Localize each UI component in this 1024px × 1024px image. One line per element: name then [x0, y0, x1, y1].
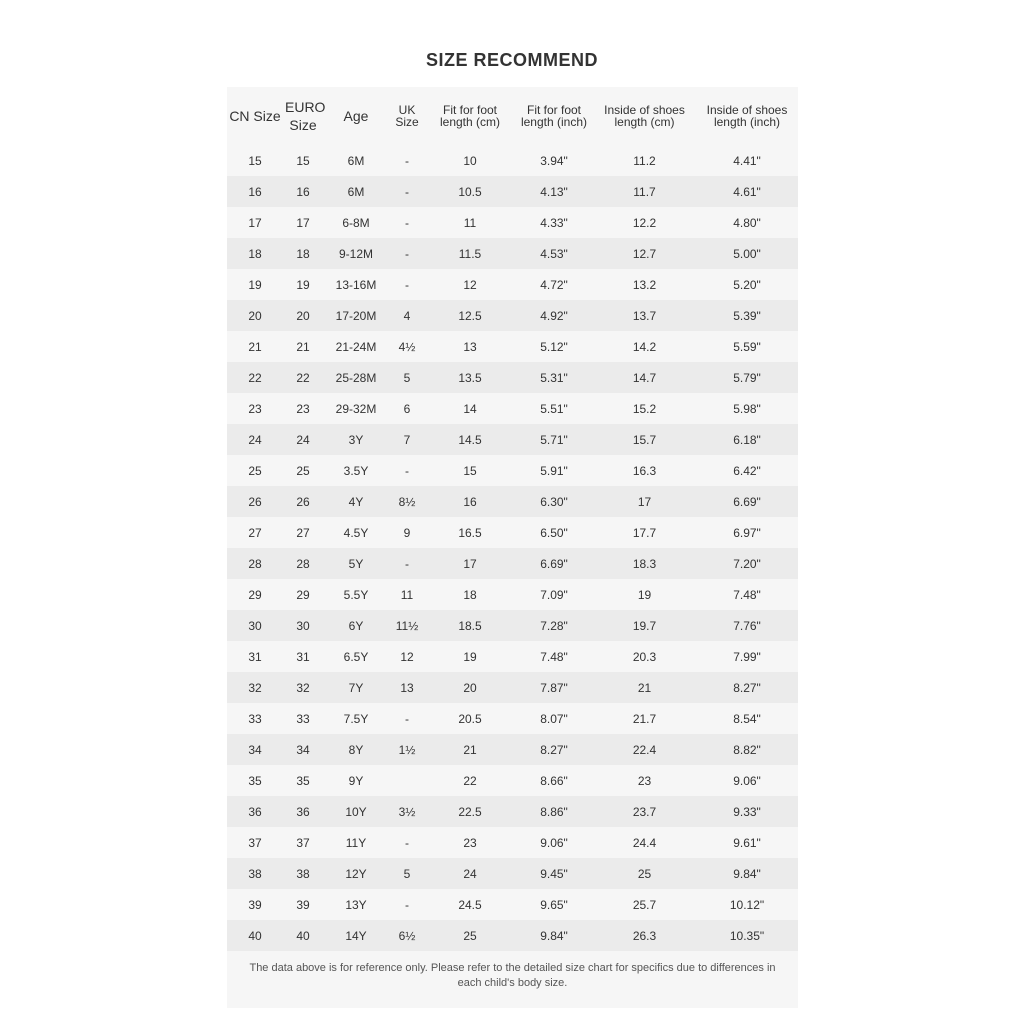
inside-length-inch-cell: 7.48": [696, 579, 798, 610]
cn-size-cell: 36: [227, 796, 283, 827]
inside-length-cm-cell: 14.7: [593, 362, 696, 393]
table-row: [227, 238, 798, 269]
euro-size-cell: 33: [283, 703, 323, 734]
inside-length-cm-cell: 17.7: [593, 517, 696, 548]
foot-length-inch-cell: 9.45": [515, 858, 593, 889]
uk-size-cell: 7: [389, 424, 425, 455]
table-row: [227, 548, 798, 579]
size-table-panel: [227, 87, 798, 1008]
age-cell: 21-24M: [323, 331, 389, 362]
reference-note: The data above is for reference only. Please refer to the detailed size chart for specifics due to differences in each child's body size.: [249, 962, 776, 989]
table-row: [227, 858, 798, 889]
uk-size-cell: 5: [389, 362, 425, 393]
foot-length-inch-cell: 7.87": [515, 672, 593, 703]
euro-size-cell: 24: [283, 424, 323, 455]
cn-size-cell: 39: [227, 889, 283, 920]
uk-size-cell: 13: [389, 672, 425, 703]
age-cell: 8Y: [323, 734, 389, 765]
foot-length-inch-cell: 7.09": [515, 579, 593, 610]
table-row: [227, 269, 798, 300]
age-cell: 3.5Y: [323, 455, 389, 486]
uk-size-cell: 4: [389, 300, 425, 331]
cn-size-cell: 37: [227, 827, 283, 858]
inside-length-inch-cell: 9.84": [696, 858, 798, 889]
cn-size-cell: 19: [227, 269, 283, 300]
inside-length-cm-cell: 22.4: [593, 734, 696, 765]
cn-size-cell: 17: [227, 207, 283, 238]
inside-length-inch-cell: 6.69": [696, 486, 798, 517]
inside-length-cm-cell: 26.3: [593, 920, 696, 951]
foot-length-inch-cell: 3.94": [515, 145, 593, 176]
foot-length-cm-cell: 12: [425, 269, 515, 300]
uk-size-cell: 3½: [389, 796, 425, 827]
table-row: [227, 796, 798, 827]
foot-length-inch-cell: 6.30": [515, 486, 593, 517]
foot-length-cm-cell: 16.5: [425, 517, 515, 548]
foot-length-inch-cell: 4.13": [515, 176, 593, 207]
inside-length-cm-cell: 15.2: [593, 393, 696, 424]
age-cell: 4.5Y: [323, 517, 389, 548]
page-title: SIZE RECOMMEND: [425, 50, 598, 70]
foot-length-inch-cell: 7.48": [515, 641, 593, 672]
table-row: [227, 641, 798, 672]
cn-size-cell: 29: [227, 579, 283, 610]
age-cell: 9-12M: [323, 238, 389, 269]
cn-size-cell: 40: [227, 920, 283, 951]
inside-length-inch-cell: 8.54": [696, 703, 798, 734]
inside-length-inch-cell: 10.35": [696, 920, 798, 951]
inside-length-inch-cell: 5.79": [696, 362, 798, 393]
euro-size-cell: 21: [283, 331, 323, 362]
inside-length-inch-cell: 5.20": [696, 269, 798, 300]
euro-size-cell: 15: [283, 145, 323, 176]
foot-length-cm-cell: 13.5: [425, 362, 515, 393]
euro-size-cell: 29: [283, 579, 323, 610]
inside-length-inch-cell: 6.18": [696, 424, 798, 455]
foot-length-inch-cell: 5.91": [515, 455, 593, 486]
table-row: [227, 331, 798, 362]
uk-size-cell: 8½: [389, 486, 425, 517]
foot-length-inch-cell: 5.12": [515, 331, 593, 362]
inside-length-cm-cell: 15.7: [593, 424, 696, 455]
table-row: [227, 920, 798, 951]
foot-length-cm-cell: 18.5: [425, 610, 515, 641]
foot-length-cm-cell: 17: [425, 548, 515, 579]
inside-length-inch-cell: 5.59": [696, 331, 798, 362]
foot-length-cm-cell: 23: [425, 827, 515, 858]
table-row: [227, 176, 798, 207]
uk-size-cell: -: [389, 207, 425, 238]
euro-size-cell: 28: [283, 548, 323, 579]
cn-size-cell: 33: [227, 703, 283, 734]
cn-size-cell: 28: [227, 548, 283, 579]
uk-size-cell: -: [389, 827, 425, 858]
size-table: [227, 87, 798, 951]
header-foot-length-inch: Fit for foot length (inch): [520, 103, 588, 129]
foot-length-cm-cell: 21: [425, 734, 515, 765]
inside-length-cm-cell: 20.3: [593, 641, 696, 672]
table-row: [227, 827, 798, 858]
inside-length-cm-cell: 24.4: [593, 827, 696, 858]
euro-size-cell: 18: [283, 238, 323, 269]
cn-size-cell: 27: [227, 517, 283, 548]
table-row: [227, 703, 798, 734]
inside-length-inch-cell: 5.00": [696, 238, 798, 269]
age-cell: 29-32M: [323, 393, 389, 424]
age-cell: 13-16M: [323, 269, 389, 300]
table-row: [227, 300, 798, 331]
cn-size-cell: 30: [227, 610, 283, 641]
euro-size-cell: 16: [283, 176, 323, 207]
age-cell: 25-28M: [323, 362, 389, 393]
table-row: [227, 672, 798, 703]
foot-length-cm-cell: 18: [425, 579, 515, 610]
table-row: [227, 145, 798, 176]
euro-size-cell: 27: [283, 517, 323, 548]
foot-length-inch-cell: 5.71": [515, 424, 593, 455]
cn-size-cell: 15: [227, 145, 283, 176]
euro-size-cell: 25: [283, 455, 323, 486]
inside-length-inch-cell: 5.98": [696, 393, 798, 424]
uk-size-cell: -: [389, 455, 425, 486]
inside-length-cm-cell: 25.7: [593, 889, 696, 920]
euro-size-cell: 26: [283, 486, 323, 517]
inside-length-cm-cell: 12.7: [593, 238, 696, 269]
euro-size-cell: 35: [283, 765, 323, 796]
inside-length-cm-cell: 13.7: [593, 300, 696, 331]
foot-length-cm-cell: 14.5: [425, 424, 515, 455]
euro-size-cell: 40: [283, 920, 323, 951]
inside-length-cm-cell: 13.2: [593, 269, 696, 300]
cn-size-cell: 32: [227, 672, 283, 703]
table-row: [227, 207, 798, 238]
cn-size-cell: 23: [227, 393, 283, 424]
uk-size-cell: 6½: [389, 920, 425, 951]
inside-length-inch-cell: 6.42": [696, 455, 798, 486]
cn-size-cell: 18: [227, 238, 283, 269]
inside-length-cm-cell: 19.7: [593, 610, 696, 641]
euro-size-cell: 22: [283, 362, 323, 393]
uk-size-cell: -: [389, 238, 425, 269]
inside-length-cm-cell: 12.2: [593, 207, 696, 238]
foot-length-cm-cell: 10: [425, 145, 515, 176]
foot-length-cm-cell: 15: [425, 455, 515, 486]
table-row: [227, 362, 798, 393]
age-cell: 9Y: [323, 765, 389, 796]
uk-size-cell: 4½: [389, 331, 425, 362]
age-cell: 13Y: [323, 889, 389, 920]
cn-size-cell: 31: [227, 641, 283, 672]
foot-length-cm-cell: 22: [425, 765, 515, 796]
age-cell: 10Y: [323, 796, 389, 827]
euro-size-cell: 17: [283, 207, 323, 238]
age-cell: 6M: [323, 176, 389, 207]
foot-length-cm-cell: 19: [425, 641, 515, 672]
table-row: [227, 517, 798, 548]
uk-size-cell: 1½: [389, 734, 425, 765]
table-row: [227, 889, 798, 920]
age-cell: 6.5Y: [323, 641, 389, 672]
foot-length-inch-cell: 9.65": [515, 889, 593, 920]
inside-length-inch-cell: 4.61": [696, 176, 798, 207]
inside-length-cm-cell: 23.7: [593, 796, 696, 827]
foot-length-inch-cell: 8.86": [515, 796, 593, 827]
table-row: [227, 455, 798, 486]
inside-length-inch-cell: 5.39": [696, 300, 798, 331]
uk-size-cell: -: [389, 269, 425, 300]
foot-length-inch-cell: 5.51": [515, 393, 593, 424]
foot-length-inch-cell: 6.50": [515, 517, 593, 548]
foot-length-cm-cell: 11: [425, 207, 515, 238]
inside-length-inch-cell: 8.27": [696, 672, 798, 703]
uk-size-cell: 11: [389, 579, 425, 610]
foot-length-inch-cell: 4.72": [515, 269, 593, 300]
table-row: [227, 393, 798, 424]
euro-size-cell: 38: [283, 858, 323, 889]
euro-size-cell: 30: [283, 610, 323, 641]
inside-length-inch-cell: 9.06": [696, 765, 798, 796]
age-cell: 4Y: [323, 486, 389, 517]
foot-length-cm-cell: 24: [425, 858, 515, 889]
inside-length-inch-cell: 4.80": [696, 207, 798, 238]
table-row: [227, 486, 798, 517]
foot-length-cm-cell: 20: [425, 672, 515, 703]
foot-length-cm-cell: 22.5: [425, 796, 515, 827]
cn-size-cell: 20: [227, 300, 283, 331]
table-row: [227, 424, 798, 455]
foot-length-cm-cell: 14: [425, 393, 515, 424]
foot-length-inch-cell: 8.07": [515, 703, 593, 734]
inside-length-inch-cell: 6.97": [696, 517, 798, 548]
inside-length-inch-cell: 9.33": [696, 796, 798, 827]
inside-length-inch-cell: 9.61": [696, 827, 798, 858]
foot-length-cm-cell: 16: [425, 486, 515, 517]
age-cell: 6Y: [323, 610, 389, 641]
age-cell: 7.5Y: [323, 703, 389, 734]
table-body: [227, 145, 798, 951]
cn-size-cell: 38: [227, 858, 283, 889]
euro-size-cell: 31: [283, 641, 323, 672]
cn-size-cell: 34: [227, 734, 283, 765]
age-cell: 12Y: [323, 858, 389, 889]
inside-length-inch-cell: 7.99": [696, 641, 798, 672]
foot-length-inch-cell: 8.66": [515, 765, 593, 796]
table-row: [227, 610, 798, 641]
inside-length-cm-cell: 23: [593, 765, 696, 796]
age-cell: 11Y: [323, 827, 389, 858]
uk-size-cell: -: [389, 176, 425, 207]
foot-length-inch-cell: 4.53": [515, 238, 593, 269]
cn-size-cell: 24: [227, 424, 283, 455]
foot-length-inch-cell: 4.33": [515, 207, 593, 238]
table-row: [227, 579, 798, 610]
inside-length-cm-cell: 18.3: [593, 548, 696, 579]
foot-length-inch-cell: 8.27": [515, 734, 593, 765]
table-row: [227, 734, 798, 765]
foot-length-cm-cell: 10.5: [425, 176, 515, 207]
foot-length-cm-cell: 12.5: [425, 300, 515, 331]
header-euro-size: EURO Size: [285, 99, 326, 133]
cn-size-cell: 35: [227, 765, 283, 796]
uk-size-cell: 9: [389, 517, 425, 548]
header-age: Age: [343, 108, 369, 124]
inside-length-cm-cell: 11.7: [593, 176, 696, 207]
header-inside-length-cm: Inside of shoes length (cm): [604, 103, 685, 129]
age-cell: 3Y: [323, 424, 389, 455]
age-cell: 14Y: [323, 920, 389, 951]
cn-size-cell: 26: [227, 486, 283, 517]
uk-size-cell: 6: [389, 393, 425, 424]
age-cell: 5.5Y: [323, 579, 389, 610]
header-uk-size: UK Size: [395, 103, 419, 129]
cn-size-cell: 22: [227, 362, 283, 393]
age-cell: 7Y: [323, 672, 389, 703]
foot-length-inch-cell: 6.69": [515, 548, 593, 579]
foot-length-cm-cell: 13: [425, 331, 515, 362]
inside-length-inch-cell: 10.12": [696, 889, 798, 920]
euro-size-cell: 20: [283, 300, 323, 331]
inside-length-cm-cell: 16.3: [593, 455, 696, 486]
uk-size-cell: 12: [389, 641, 425, 672]
header-inside-length-inch: Inside of shoes length (inch): [706, 103, 788, 129]
cn-size-cell: 16: [227, 176, 283, 207]
foot-length-inch-cell: 9.84": [515, 920, 593, 951]
foot-length-cm-cell: 20.5: [425, 703, 515, 734]
uk-size-cell: -: [389, 889, 425, 920]
euro-size-cell: 36: [283, 796, 323, 827]
inside-length-cm-cell: 19: [593, 579, 696, 610]
uk-size-cell: -: [389, 145, 425, 176]
inside-length-cm-cell: 14.2: [593, 331, 696, 362]
foot-length-inch-cell: 7.28": [515, 610, 593, 641]
euro-size-cell: 32: [283, 672, 323, 703]
uk-size-cell: [389, 765, 425, 796]
header-cn-size: CN Size: [229, 108, 281, 124]
foot-length-cm-cell: 24.5: [425, 889, 515, 920]
foot-length-cm-cell: 11.5: [425, 238, 515, 269]
uk-size-cell: 11½: [389, 610, 425, 641]
cn-size-cell: 25: [227, 455, 283, 486]
foot-length-cm-cell: 25: [425, 920, 515, 951]
euro-size-cell: 39: [283, 889, 323, 920]
euro-size-cell: 23: [283, 393, 323, 424]
age-cell: 6M: [323, 145, 389, 176]
cn-size-cell: 21: [227, 331, 283, 362]
uk-size-cell: 5: [389, 858, 425, 889]
inside-length-cm-cell: 21.7: [593, 703, 696, 734]
euro-size-cell: 34: [283, 734, 323, 765]
inside-length-cm-cell: 11.2: [593, 145, 696, 176]
age-cell: 5Y: [323, 548, 389, 579]
inside-length-inch-cell: 8.82": [696, 734, 798, 765]
table-header-row: [227, 87, 798, 145]
uk-size-cell: -: [389, 548, 425, 579]
table-row: [227, 765, 798, 796]
euro-size-cell: 19: [283, 269, 323, 300]
inside-length-cm-cell: 17: [593, 486, 696, 517]
euro-size-cell: 37: [283, 827, 323, 858]
age-cell: 6-8M: [323, 207, 389, 238]
foot-length-inch-cell: 5.31": [515, 362, 593, 393]
inside-length-cm-cell: 21: [593, 672, 696, 703]
inside-length-cm-cell: 25: [593, 858, 696, 889]
uk-size-cell: -: [389, 703, 425, 734]
header-foot-length-cm: Fit for foot length (cm): [439, 103, 501, 129]
inside-length-inch-cell: 7.20": [696, 548, 798, 579]
inside-length-inch-cell: 4.41": [696, 145, 798, 176]
inside-length-inch-cell: 7.76": [696, 610, 798, 641]
foot-length-inch-cell: 9.06": [515, 827, 593, 858]
foot-length-inch-cell: 4.92": [515, 300, 593, 331]
age-cell: 17-20M: [323, 300, 389, 331]
